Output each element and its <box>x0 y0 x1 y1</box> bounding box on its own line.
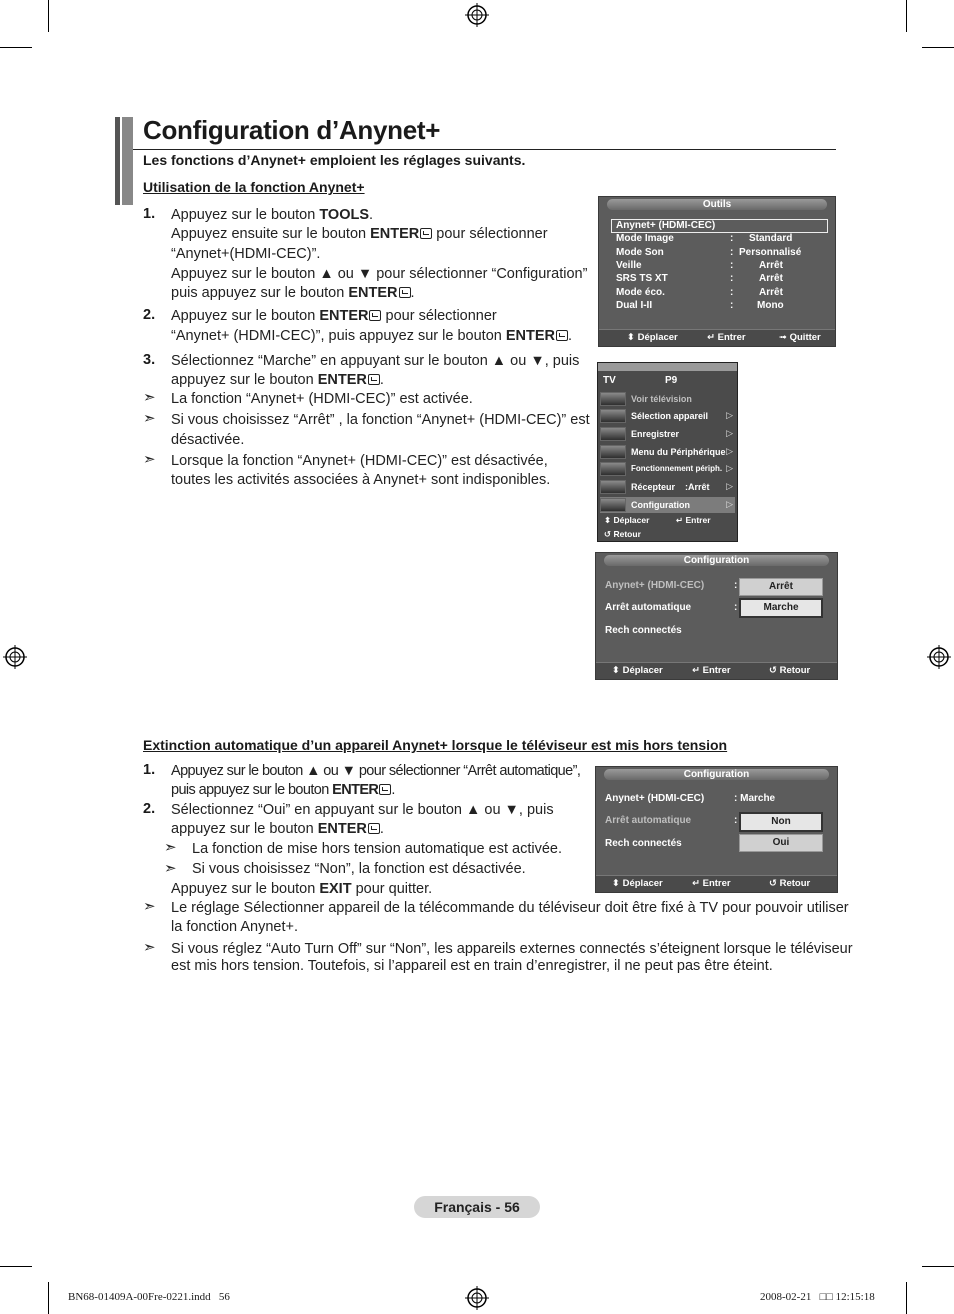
osd-tools-panel <box>598 196 836 347</box>
note-arrow-icon: ➣ <box>143 410 156 427</box>
note-text: Lorsque la fonction “Anynet+ (HDMI-CEC)” est désactivée, <box>171 453 548 469</box>
title-rule <box>133 149 836 150</box>
osd-row-label[interactable]: Dual I-II <box>616 300 653 311</box>
move-hint: ⬍ Déplacer <box>604 515 650 525</box>
title-side-bar <box>115 117 133 205</box>
enter-icon <box>556 330 568 341</box>
osd-row-label[interactable]: Rech connectés <box>605 625 682 636</box>
tv-menu-item[interactable]: Voir télévision <box>600 391 735 407</box>
osd-footer <box>596 875 837 892</box>
section-title-usage: Utilisation de la fonction Anynet+ <box>143 179 365 195</box>
crop-mark <box>0 47 32 48</box>
osd-row-sep: : <box>730 273 734 284</box>
osd-row-label[interactable]: Anynet+ (HDMI-CEC) <box>605 580 705 591</box>
tv-source: TV <box>603 375 616 386</box>
page-number-badge: Français - 56 <box>414 1196 540 1218</box>
osd-footer <box>599 329 835 346</box>
osd-row-sep: : <box>730 260 734 271</box>
osd-row-value: Arrêt <box>759 287 783 298</box>
item-thumbnail <box>600 392 626 406</box>
osd-row-value: Mono <box>757 300 784 311</box>
osd-row-value: Standard <box>749 233 793 244</box>
return-hint: ↺ Retour <box>769 665 811 676</box>
chevron-right-icon: ▷ <box>726 446 733 456</box>
crop-mark <box>922 47 954 48</box>
enter-icon <box>368 823 380 834</box>
osd-row-value: Personnalisé <box>739 247 802 258</box>
tv-menu-item[interactable]: Sélection appareil ▷ <box>600 408 735 424</box>
option-yes[interactable]: Oui <box>739 834 823 852</box>
crop-mark <box>48 1282 49 1314</box>
osd-row-label[interactable]: Anynet+ (HDMI-CEC) <box>616 220 716 231</box>
osd-title: Configuration <box>604 555 829 566</box>
step-text: puis appuyez sur le bouton ENTER . <box>171 782 395 798</box>
option-off[interactable]: Arrêt <box>739 578 823 596</box>
osd-row-value: Arrêt <box>759 260 783 271</box>
note-arrow-icon: ➣ <box>164 839 177 856</box>
enter-icon <box>379 784 391 795</box>
note-text: Si vous choisissez “Arrêt” , la fonction “Anynet+ (HDMI-CEC)” est <box>171 412 590 428</box>
step-text: Appuyez sur le bouton EXIT pour quitter. <box>171 881 433 897</box>
osd-row-label[interactable]: Mode Son <box>616 247 664 258</box>
registration-mark-icon <box>3 645 27 669</box>
note-arrow-icon: ➣ <box>143 389 156 406</box>
tv-menu-item-selected[interactable]: Configuration ▷ <box>600 497 735 513</box>
osd-row-label[interactable]: SRS TS XT <box>616 273 668 284</box>
step-text: Appuyez ensuite sur le bouton ENTER pour sélectionner <box>171 226 548 242</box>
option-no[interactable]: Non <box>739 812 823 832</box>
gear-icon <box>600 498 626 512</box>
note-text: est mis hors tension. Toutefois, si l’appareil est en train d’enregistrer, il ne peut pas être éteint. <box>171 958 773 974</box>
return-hint: ↺ Retour <box>604 529 641 539</box>
return-hint: ↺ Retour <box>769 878 811 889</box>
step-number: 2. <box>143 307 156 323</box>
item-thumbnail <box>600 462 626 476</box>
note-text: La fonction “Anynet+ (HDMI-CEC)” est activée. <box>171 391 473 407</box>
note-arrow-icon: ➣ <box>164 860 177 877</box>
note-text: la fonction Anynet+. <box>171 919 298 935</box>
osd-row-label[interactable]: Mode Image <box>616 233 674 244</box>
osd-footer <box>596 662 837 679</box>
osd-row-sep: : <box>734 815 738 826</box>
chevron-right-icon: ▷ <box>726 499 733 509</box>
tv-menu-topbar <box>598 363 737 371</box>
chevron-right-icon: ▷ <box>726 410 733 420</box>
step-number: 3. <box>143 352 156 368</box>
enter-hint: ↵ Entrer <box>676 515 711 525</box>
step-text: “Anynet+(HDMI-CEC)”. <box>171 246 321 262</box>
intro-text: Les fonctions d’Anynet+ emploient les réglages suivants. <box>143 152 526 168</box>
imprint-file: BN68-01409A-00Fre-0221.indd 56 <box>68 1291 230 1303</box>
osd-row-sep: : <box>734 602 738 613</box>
exit-hint: ➟ Quitter <box>779 332 821 343</box>
tv-channel: P9 <box>665 375 678 386</box>
tv-menu-panel <box>597 362 738 542</box>
item-thumbnail <box>600 445 626 459</box>
crop-mark <box>0 1266 32 1267</box>
registration-mark-icon <box>465 1286 489 1310</box>
osd-config-panel-2 <box>595 766 838 893</box>
enter-hint: ↵ Entrer <box>692 665 731 676</box>
osd-row-sep: : <box>730 300 734 311</box>
move-hint: ⬍ Déplacer <box>612 878 663 889</box>
step-text: Appuyez sur le bouton ENTER pour sélectionner <box>171 308 497 324</box>
note-text: Si vous réglez “Auto Turn Off” sur “Non”, les appareils externes connectés s’éteignent lorsque le téléviseur <box>171 941 853 957</box>
note-text: désactivée. <box>171 432 245 448</box>
imprint-date: 2008-02-21 □□ 12:15:18 <box>760 1291 875 1303</box>
step-text: appuyez sur le bouton ENTER . <box>171 372 384 388</box>
enter-icon <box>420 228 432 239</box>
step-text: Appuyez sur le bouton TOOLS. <box>171 207 374 223</box>
tv-menu-item[interactable]: Enregistrer ▷ <box>600 426 735 442</box>
item-thumbnail <box>600 427 626 441</box>
item-thumbnail <box>600 480 626 494</box>
crop-mark <box>906 0 907 32</box>
step-text: Appuyez sur le bouton ▲ ou ▼ pour sélectionner “Arrêt automatique”, <box>171 763 581 779</box>
registration-mark-icon <box>465 3 489 27</box>
step-number: 1. <box>143 762 156 778</box>
step-text: puis appuyez sur le bouton ENTER . <box>171 285 415 301</box>
move-hint: ⬍ Déplacer <box>627 332 678 343</box>
note-arrow-icon: ➣ <box>143 939 156 956</box>
chevron-right-icon: ▷ <box>726 463 733 473</box>
move-hint: ⬍ Déplacer <box>612 665 663 676</box>
enter-hint: ↵ Entrer <box>707 332 746 343</box>
osd-row-sep: : <box>734 580 738 591</box>
registration-mark-icon <box>927 645 951 669</box>
note-text: Si vous choisissez “Non”, la fonction est désactivée. <box>192 861 526 877</box>
crop-mark <box>906 1282 907 1314</box>
osd-row-label[interactable]: Veille <box>616 260 642 271</box>
option-on[interactable]: Marche <box>739 598 823 618</box>
step-text: Sélectionnez “Marche” en appuyant sur le bouton ▲ ou ▼, puis <box>171 353 580 369</box>
osd-row-value: Arrêt <box>759 273 783 284</box>
enter-icon <box>369 310 381 321</box>
section-title-auto-off: Extinction automatique d’un appareil Anynet+ lorsque le téléviseur est mis hors tension <box>143 737 728 753</box>
osd-row-label[interactable]: Arrêt automatique <box>605 602 692 613</box>
note-text: toutes les activités associées à Anynet+ sont indisponibles. <box>171 472 551 488</box>
osd-row-label[interactable]: Rech connectés <box>605 838 682 849</box>
step-text: Appuyez sur le bouton ▲ ou ▼ pour sélectionner “Configuration” <box>171 266 588 282</box>
osd-row-sep: : <box>730 233 734 244</box>
note-arrow-icon: ➣ <box>143 898 156 915</box>
enter-hint: ↵ Entrer <box>692 878 731 889</box>
tv-menu-item[interactable]: Fonctionnement périph. ▷ <box>600 461 735 477</box>
step-text: “Anynet+ (HDMI-CEC)”, puis appuyez sur le bouton ENTER . <box>171 328 573 344</box>
step-text: appuyez sur le bouton ENTER . <box>171 821 384 837</box>
osd-row-sep: : <box>730 247 734 258</box>
note-text: Le réglage Sélectionner appareil de la télécommande du téléviseur doit être fixé à TV pour pouvoir utiliser <box>171 900 849 916</box>
enter-icon <box>368 374 380 385</box>
tv-menu-item[interactable]: Menu du Périphérique ▷ <box>600 444 735 460</box>
crop-mark <box>922 1266 954 1267</box>
osd-row-label[interactable]: Mode éco. <box>616 287 665 298</box>
osd-row-sep: : <box>730 287 734 298</box>
note-text: La fonction de mise hors tension automatique est activée. <box>192 841 562 857</box>
enter-icon <box>399 287 411 298</box>
tv-menu-item[interactable]: Récepteur :Arrêt ▷ <box>600 479 735 495</box>
osd-title: Outils <box>607 199 827 210</box>
page-title: Configuration d’Anynet+ <box>143 115 441 145</box>
osd-config-panel <box>595 552 838 680</box>
osd-row-label[interactable]: Arrêt automatique <box>605 815 692 826</box>
note-arrow-icon: ➣ <box>143 451 156 468</box>
osd-row-label[interactable]: Anynet+ (HDMI-CEC) <box>605 793 705 804</box>
osd-row-value: : Marche <box>734 793 776 804</box>
osd-title: Configuration <box>604 769 829 780</box>
crop-mark <box>48 0 49 32</box>
chevron-right-icon: ▷ <box>726 428 733 438</box>
step-number: 2. <box>143 801 156 817</box>
step-text: Sélectionnez “Oui” en appuyant sur le bouton ▲ ou ▼, puis <box>171 802 554 818</box>
chevron-right-icon: ▷ <box>726 481 733 491</box>
item-thumbnail <box>600 409 626 423</box>
step-number: 1. <box>143 206 156 222</box>
